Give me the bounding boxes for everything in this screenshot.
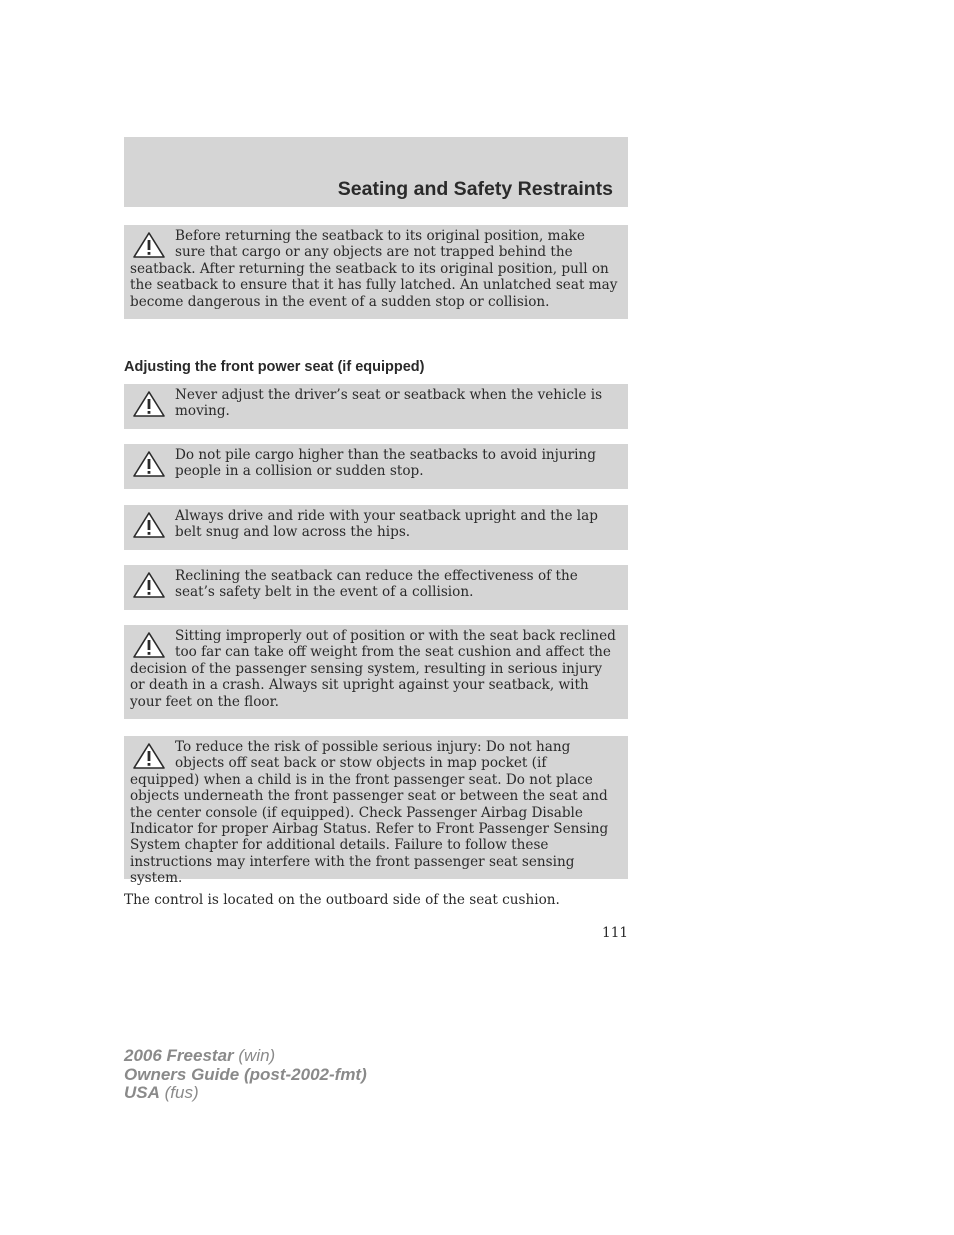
warning-text: Always drive and ride with your seatback upright and the lap belt snug and low across the hips. [175,508,598,541]
warning-text: To reduce the risk of possible serious injury: Do not hang objects off seat back or stow objects in map pocket (if equipped) when a child is in the front passenger seat. Do not place objects underneath the front passenger seat or between the seat and the center console (if equipped). Check Passenger Airbag Disable Indicator for proper Airbag Status. Refer to Front Passenger Sensing System chapter for additional details. Failure to follow these instructions may interfere with the front passenger seat sensing system. [130,739,609,887]
warning-triangle-icon [132,390,166,418]
warning-triangle-icon [132,571,166,599]
page-number: 111 [602,925,628,941]
warning-triangle-icon [132,231,166,259]
subheading: Adjusting the front power seat (if equipped) [124,359,425,375]
warning-box [124,736,628,887]
body-paragraph: The control is located on the outboard side of the seat cushion. [124,892,560,908]
section-title: Seating and Safety Restraints [337,178,613,200]
warning-text: Never adjust the driver’s seat or seatback when the vehicle is moving. [175,387,603,420]
warning-box [124,384,628,429]
footer-market-code: (fus) [164,1083,199,1102]
section-header-band [124,137,628,207]
warning-triangle-icon [132,631,166,659]
warning-text: Before returning the seatback to its original position, make sure that cargo or any objects are not trapped behind the seatback. After returning the seatback to its original position, pull on the seatback to ensure that it has fully latched. An unlatched seat may become dangerous in the event of a sudden stop or collision. [130,228,618,310]
footer-line-3 [124,1084,367,1103]
footer-line-1 [124,1047,367,1066]
warning-text: Sitting improperly out of position or with the seat back reclined too far can take off weight from the seat cushion and affect the decision of the passenger sensing system, resulting in serious injury or death in a crash. Always sit upright against your seatback, with your feet on the floor. [130,628,616,710]
warning-triangle-icon [132,450,166,478]
warning-text: Reclining the seatback can reduce the effectiveness of the seat’s safety belt in the event of a collision. [175,568,578,601]
footer-market: USA [124,1083,160,1102]
warning-triangle-icon [132,742,166,770]
warning-triangle-icon [132,511,166,539]
footer-model: 2006 Freestar [124,1046,234,1065]
document-footer [124,1047,367,1103]
warning-box [124,225,628,319]
warning-box [124,565,628,610]
footer-guide: Owners Guide (post-2002-fmt) [124,1064,367,1084]
warning-box [124,505,628,550]
warning-box [124,444,628,489]
warning-box [124,625,628,719]
footer-model-code: (win) [238,1046,276,1065]
footer-line-2 [124,1066,367,1085]
warning-text: Do not pile cargo higher than the seatbacks to avoid injuring people in a collision or sudden stop. [175,447,596,480]
